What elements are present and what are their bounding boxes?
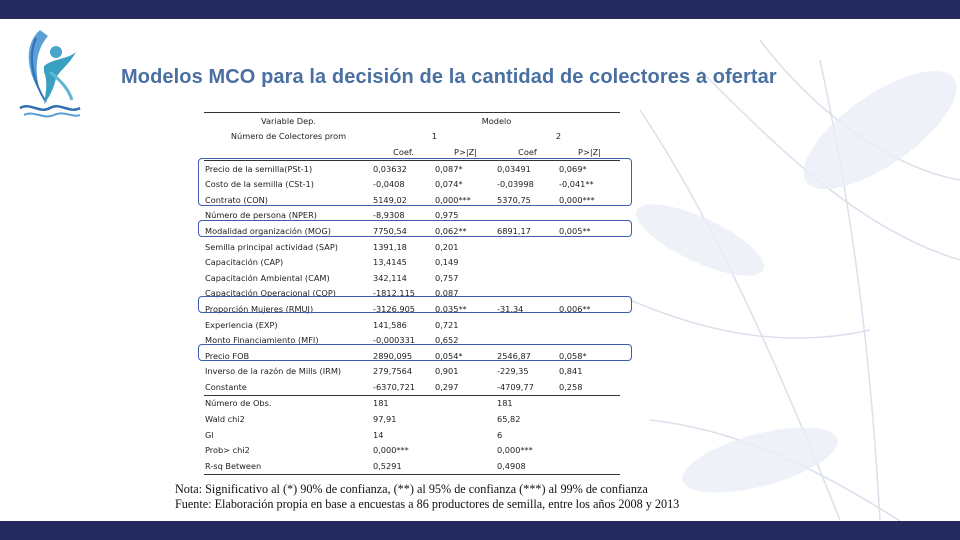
p-value-2: [558, 270, 620, 286]
coef-1: 1391,18: [373, 241, 407, 252]
table-row: [204, 239, 620, 255]
model-1-label: 1: [431, 131, 438, 142]
sea-figure-logo-icon: [10, 22, 90, 122]
coef-2: 2546,87: [497, 350, 531, 361]
stat-value-2: 0,000***: [497, 445, 533, 456]
stat-label: Prob> chi2: [205, 445, 250, 456]
coef-1: -0,0408: [373, 179, 405, 190]
table-row: [204, 254, 620, 270]
table-row: [204, 364, 620, 380]
row-label: Experiencia (EXP): [205, 319, 278, 330]
bottom-bar: [0, 521, 960, 540]
coef-1: -0,000331: [373, 335, 416, 346]
coef-2: [496, 317, 558, 333]
significance-note: Nota: Significativo al (*) 90% de confianza, (**) al 95% de confianza (***) al 99% de confianza: [175, 482, 648, 496]
coef-2: 6891,17: [497, 225, 531, 236]
coef-2: -31,34: [497, 303, 524, 314]
highlight-box-price-cost-contract: [198, 158, 632, 206]
coef-1: 2890,095: [373, 350, 413, 361]
stats-row: [204, 427, 620, 443]
stats-row: [204, 458, 620, 474]
page-title: Modelos MCO para la decisión de la cantidad de colectores a ofertar: [121, 66, 777, 88]
p-value-2: 0,069*: [558, 160, 620, 176]
footnote: [175, 482, 679, 512]
highlight-box-modalidad: [198, 220, 632, 237]
header-row-2: [204, 129, 620, 145]
p-value-2: -0,041**: [559, 179, 594, 190]
coef-2: -0,03998: [497, 179, 534, 190]
coef-2: 0,03491: [496, 160, 558, 176]
stat-label: Número de Obs.: [204, 395, 372, 411]
header-row-1: [204, 113, 620, 129]
row-label: Precio FOB: [205, 350, 250, 361]
p-value-1: 0,901: [435, 366, 459, 377]
row-label: Modalidad organización (MOG): [205, 225, 331, 236]
coef-1: 141,586: [373, 319, 407, 330]
col-p-1: P>|Z|: [454, 146, 477, 157]
coef-2: [496, 270, 558, 286]
col-p-2: P>|Z|: [578, 146, 601, 157]
coef-1: 342,114: [373, 272, 407, 283]
row-label: Monto Financiamiento (MFI): [205, 335, 319, 346]
coef-1: 0,03632: [372, 160, 434, 176]
coef-1: -8,9308: [373, 210, 405, 221]
coef-2: -229,35: [497, 366, 529, 377]
stat-value-2: 6: [497, 429, 503, 440]
row-label: Semilla principal actividad (SAP): [205, 241, 338, 252]
coef-1: 7750,54: [373, 225, 407, 236]
row-label: Inverso de la razón de Mills (IRM): [205, 366, 342, 377]
table-row: [204, 317, 620, 333]
coef-1: 13,4145: [373, 257, 407, 268]
row-label: Constante: [205, 381, 247, 392]
p-value-1: 0,035**: [435, 303, 467, 314]
row-label: Capacitación Operacional (COP): [205, 288, 336, 299]
p-value-2: [558, 317, 620, 333]
stat-value-1: 14: [373, 429, 384, 440]
stat-value-1: 0,000***: [373, 445, 409, 456]
col-coef-2: Coef: [518, 146, 537, 157]
stat-value-1: 97,91: [373, 414, 397, 425]
p-value-1: 0,087*: [434, 160, 496, 176]
p-value-1: 0,721: [435, 319, 459, 330]
dep-label: Variable Dep.: [204, 113, 372, 129]
stat-label: Wald chi2: [205, 414, 245, 425]
p-value-2: 0,005**: [559, 225, 591, 236]
table-row: [204, 270, 620, 286]
stats-row: [204, 411, 620, 427]
coef-2: [496, 254, 558, 270]
col-coef-1: Coef.: [393, 146, 414, 157]
p-value-1: 0,074*: [435, 179, 463, 190]
table-row: [204, 379, 620, 395]
p-value-1: 0,062**: [435, 225, 467, 236]
p-value-1: 0,652: [435, 335, 459, 346]
coef-1: -1812,115: [373, 288, 416, 299]
coef-2: 5370,75: [497, 194, 531, 205]
p-value-2: 0,006**: [559, 303, 591, 314]
row-label: Capacitación (CAP): [205, 257, 284, 268]
stat-value-2: 0,4908: [496, 458, 558, 474]
row-label: Precio de la semilla(PSt-1): [204, 160, 372, 176]
highlight-box-proporcion-mujeres: [198, 296, 632, 313]
row-label: Proporción Mujeres (RMUJ): [205, 303, 314, 314]
row-label: Número de persona (NPER): [205, 210, 317, 221]
stat-value-1: 0,5291: [372, 458, 434, 474]
p-value-2: [558, 254, 620, 270]
p-value-2: 0,258: [559, 381, 583, 392]
dep-var: Número de Colectores prom: [230, 131, 347, 142]
coef-2: -4709,77: [497, 381, 534, 392]
source-note: Fuente: Elaboración propia en base a encuestas a 86 productores de semilla, entre los años 2008 y 2013: [175, 497, 680, 511]
p-value-1: 0,297: [435, 381, 459, 392]
row-label: Contrato (CON): [205, 194, 269, 205]
stats-row: [204, 442, 620, 458]
coef-1: -6370,721: [373, 381, 416, 392]
coef-2: [496, 239, 558, 255]
p-value-1: 0,757: [435, 272, 459, 283]
p-value-1: 0,975: [435, 210, 459, 221]
p-value-2: 0,058*: [559, 350, 587, 361]
coef-1: -3126,905: [373, 303, 416, 314]
p-value-1: 0,000***: [435, 194, 471, 205]
model-label: Modelo: [372, 113, 620, 129]
stats-row: [204, 395, 620, 411]
p-value-2: 0,841: [559, 366, 583, 377]
p-value-1: 0,201: [435, 241, 459, 252]
highlight-box-precio-fob: [198, 344, 632, 361]
coef-1: 279,7564: [373, 366, 413, 377]
p-value-1: 0,149: [435, 257, 459, 268]
model-2-label: 2: [555, 131, 562, 142]
stat-value-1: 181: [372, 395, 434, 411]
row-label: Capacitación Ambiental (CAM): [205, 272, 330, 283]
row-label: Costo de la semilla (CSt-1): [205, 179, 314, 190]
stat-value-2: 65,82: [497, 414, 521, 425]
p-value-1: 0,054*: [435, 350, 463, 361]
p-value-1: 0,087: [435, 288, 459, 299]
stat-label: R-sq Between: [204, 458, 372, 474]
p-value-2: [558, 239, 620, 255]
stat-value-2: 181: [496, 395, 558, 411]
stat-label: Gl: [205, 429, 214, 440]
coef-1: 5149,02: [373, 194, 407, 205]
p-value-2: 0,000***: [559, 194, 595, 205]
